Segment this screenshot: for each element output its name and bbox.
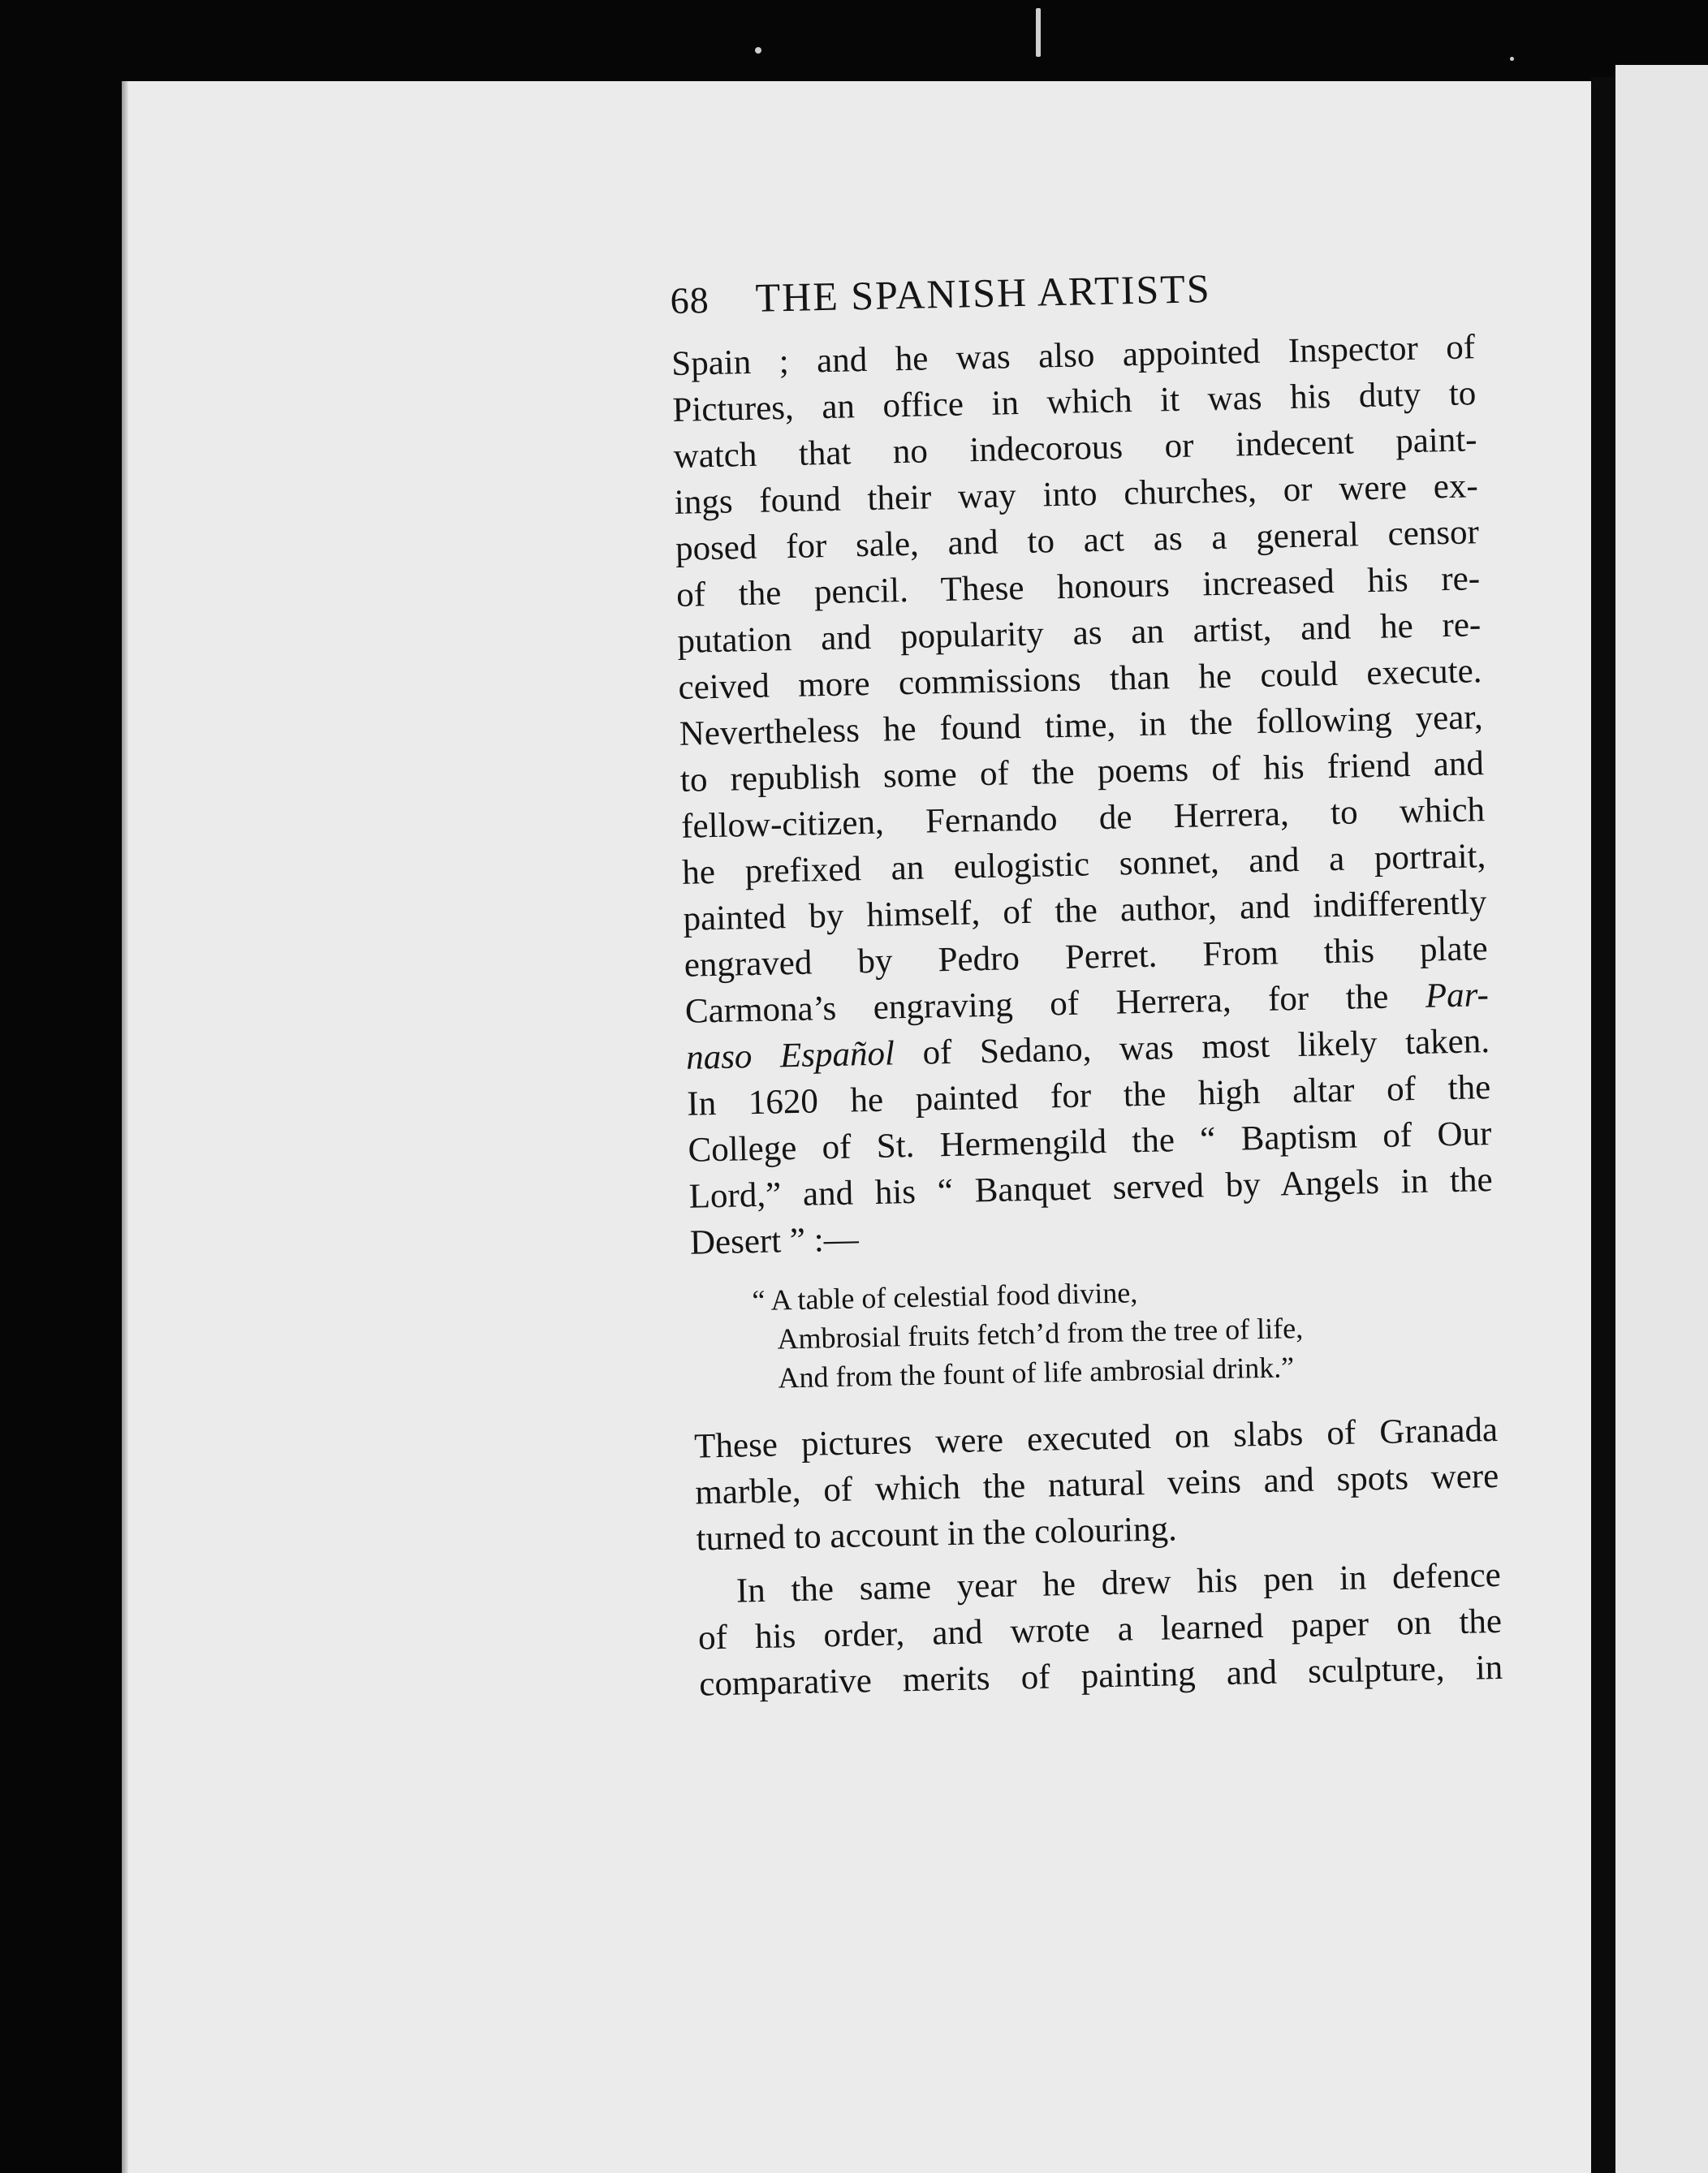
verse-line: Ambrosial fruits fetch’d from the tree of life, (777, 1311, 1304, 1356)
text-line: Spain ; and he was also appointed Inspector of (671, 328, 1476, 383)
verse-quotation (691, 1265, 1497, 1399)
italic-span: naso Español (685, 1034, 895, 1077)
text-line: engraved by Pedro Perret. From this plate (684, 929, 1489, 985)
running-title: THE SPANISH ARTISTS (754, 265, 1212, 321)
text-line: watch that no indecorous or indecent paint- (673, 420, 1477, 476)
text-line: turned to account in the colouring. (696, 1510, 1178, 1559)
text-line: painted by himself, of the author, and indifferently (683, 883, 1487, 938)
text-line: putation and popularity as an artist, and he re- (676, 606, 1482, 661)
paragraph-1 (671, 324, 1494, 1265)
text-line: Lord,” and his “ Banquet served by Angels in the (688, 1161, 1494, 1216)
text-line: comparative merits of painting and sculpture, in (698, 1648, 1503, 1704)
text-line: These pictures were executed on slabs of Granada (693, 1410, 1499, 1466)
text-line: ings found their way into churches, or were ex- (674, 467, 1479, 522)
page-number: 68 (670, 278, 710, 321)
text-line: College of St. Hermengild the “ Baptism of Our (688, 1115, 1492, 1170)
text-line: Desert ” :— (689, 1220, 860, 1262)
text-span: of Sedano, was most likely taken. (894, 1022, 1490, 1073)
text-line: to republish some of the poems of his friend and (679, 744, 1485, 800)
text-line: fellow-citizen, Fernando de Herrera, to which (680, 791, 1486, 846)
paragraph-2 (694, 1407, 1500, 1563)
text-line: of his order, and wrote a learned paper on the (697, 1602, 1503, 1658)
page-edge (122, 81, 128, 2173)
text-line: marble, of which the natural veins and spots were (694, 1456, 1499, 1512)
scan-speck (1510, 57, 1514, 61)
verse-line: And from the fount of life ambrosial drink.” (778, 1351, 1295, 1395)
text-line: posed for sale, and to act as a general censor (675, 513, 1480, 568)
text-line: Pictures, an office in which it was his duty to (671, 374, 1477, 429)
paragraph-3 (697, 1552, 1503, 1708)
text-line: Nevertheless he found time, in the following year, (679, 698, 1484, 753)
text-line: ceived more commissions than he could execute. (678, 652, 1482, 707)
text-line: he prefixed an eulogistic sonnet, and a portrait, (681, 837, 1486, 892)
text-line: In the same year he drew his pen in defence (735, 1555, 1502, 1610)
text-span: Carmona’s engraving of Herrera, for the (684, 977, 1389, 1031)
verse-line: “ A table of celestial food divine, (752, 1276, 1138, 1317)
text-line: In 1620 he painted for the high altar of the (686, 1068, 1491, 1123)
scan-speck (1036, 8, 1041, 57)
scan-speck (755, 47, 761, 54)
gutter-shadow (1591, 77, 1615, 2173)
italic-span: Par- (1425, 976, 1490, 1015)
text-line: of the pencil. These honours increased his re- (675, 559, 1481, 614)
facing-page-edge (1615, 65, 1708, 2173)
page-text (670, 259, 1503, 1707)
